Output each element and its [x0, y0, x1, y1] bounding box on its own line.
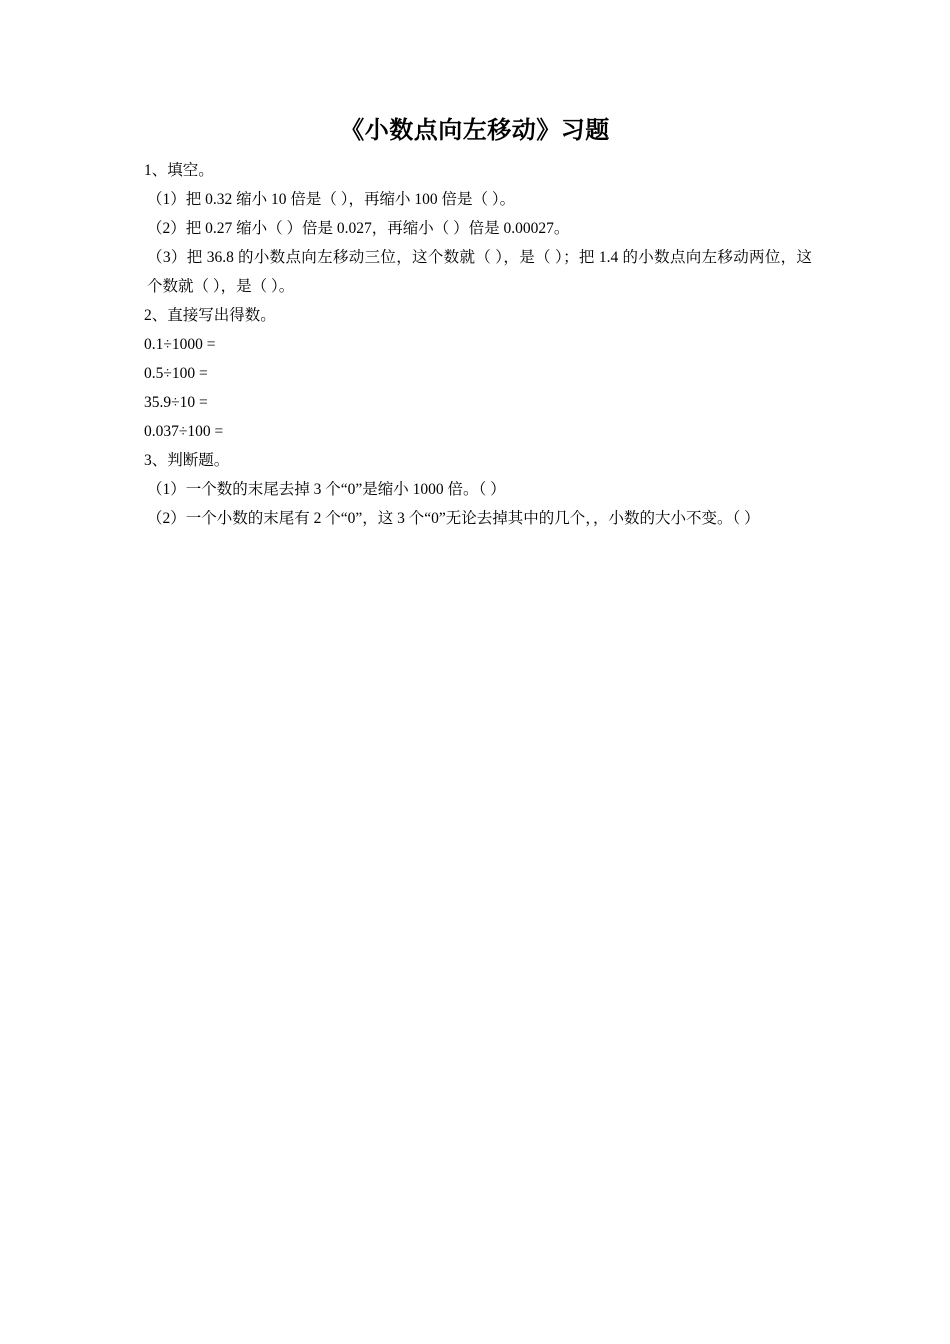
calculation-item: 0.5÷100 =	[144, 365, 208, 382]
calculation-item: 0.037÷100 =	[144, 423, 224, 440]
document-body	[144, 156, 812, 533]
section-true-false	[144, 446, 812, 533]
question-item: （3）把 36.8 的小数点向左移动三位，这个数就（ ），是（ ）；把 1.4 的小数点向左移动两位，这个数就（ ），是（ ）。	[147, 249, 812, 295]
section-heading: 1、填空。	[144, 162, 214, 179]
section-fill-in	[144, 156, 812, 301]
document-title: 《小数点向左移动》习题	[340, 116, 610, 144]
section-heading: 3、判断题。	[144, 452, 230, 469]
judgment-item: （2）一个小数的末尾有 2 个“0”，这 3 个“0”无论去掉其中的几个，，小数的大小不变。（ ）	[147, 510, 760, 527]
calculation-item: 0.1÷1000 =	[144, 336, 216, 353]
section-direct-calculation	[144, 301, 812, 446]
question-item: （2）把 0.27 缩小（ ）倍是 0.027，再缩小（ ）倍是 0.00027。	[147, 220, 570, 237]
section-heading: 2、直接写出得数。	[144, 307, 276, 324]
judgment-item: （1）一个数的末尾去掉 3 个“0”是缩小 1000 倍。（ ）	[147, 481, 506, 498]
calculation-item: 35.9÷10 =	[144, 394, 208, 411]
question-item: （1）把 0.32 缩小 10 倍是（ ），再缩小 100 倍是（ ）。	[147, 191, 516, 208]
